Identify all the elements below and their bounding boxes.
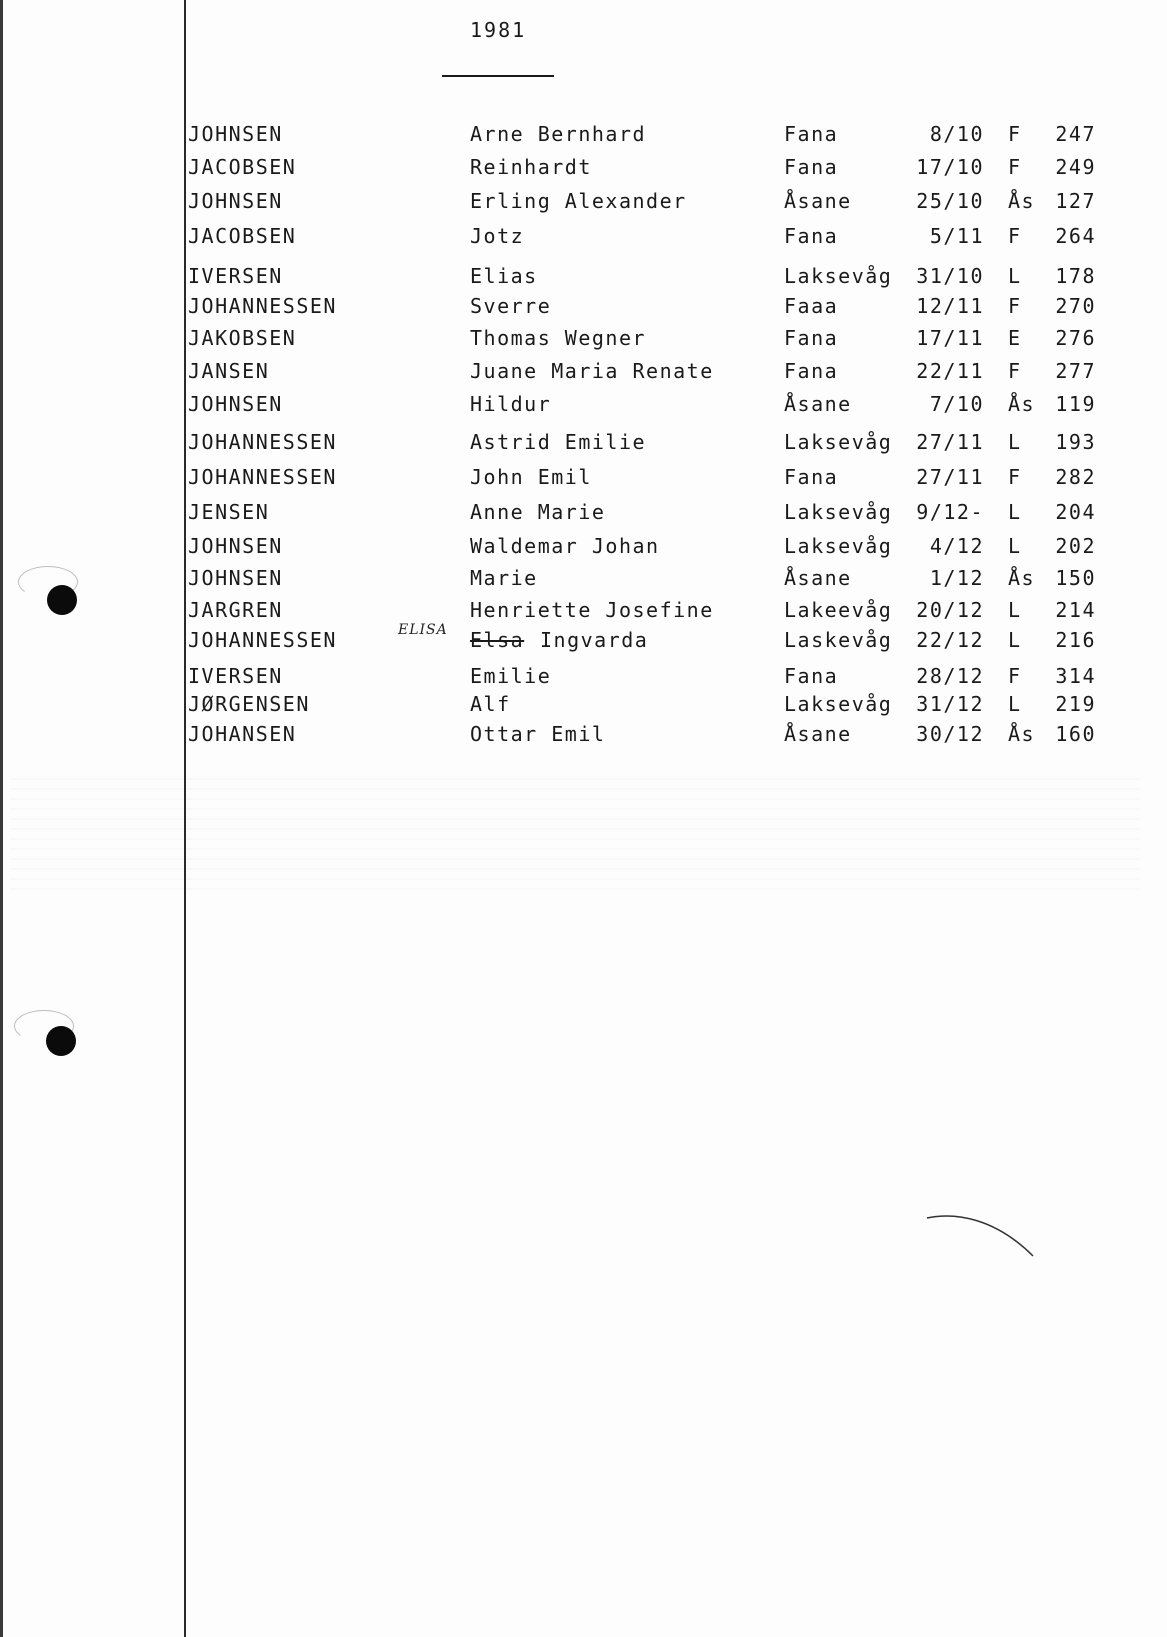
record-row — [0, 326, 1167, 356]
record-code: F — [1008, 465, 1022, 489]
page-year: 1981 — [470, 18, 527, 42]
record-number: 270 — [1055, 294, 1096, 318]
record-row — [0, 598, 1167, 628]
record-place: Fana — [784, 155, 839, 179]
record-date: 17/10 — [916, 155, 984, 179]
record-code: Ås — [1008, 722, 1036, 746]
record-given-name: Thomas Wegner — [470, 326, 647, 350]
record-given-name: Astrid Emilie — [470, 430, 647, 454]
record-date: 12/11 — [916, 294, 984, 318]
record-date: 4/12 — [929, 534, 984, 558]
record-row — [0, 189, 1167, 219]
record-code: L — [1008, 628, 1022, 652]
record-given-name: Elias — [470, 264, 538, 288]
record-date: 30/12 — [916, 722, 984, 746]
record-code: F — [1008, 359, 1022, 383]
record-given-name: Hildur — [470, 392, 552, 416]
record-given-name: Jotz — [470, 224, 525, 248]
record-row — [0, 430, 1167, 460]
record-date: 7/10 — [929, 392, 984, 416]
record-given-name: Henriette Josefine — [470, 598, 714, 622]
record-code: F — [1008, 664, 1022, 688]
record-code: F — [1008, 155, 1022, 179]
record-code: L — [1008, 534, 1022, 558]
scan-artifact — [10, 770, 1140, 890]
punch-hole-bottom — [46, 1026, 76, 1056]
record-row — [0, 566, 1167, 596]
record-place: Laksevåg — [784, 692, 893, 716]
record-given-name: Marie — [470, 566, 538, 590]
record-row — [0, 264, 1167, 294]
record-place: Laksevåg — [784, 500, 893, 524]
record-date: 25/10 — [916, 189, 984, 213]
record-code: Ås — [1008, 566, 1036, 590]
record-surname: JOHANSEN — [188, 722, 297, 746]
record-code: F — [1008, 224, 1022, 248]
record-place: Fana — [784, 224, 839, 248]
record-row — [0, 359, 1167, 389]
record-date: 28/12 — [916, 664, 984, 688]
record-surname: JOHANNESSEN — [188, 430, 337, 454]
record-row — [0, 622, 1167, 658]
record-date: 22/12 — [916, 628, 984, 652]
pen-mark — [925, 1212, 1037, 1262]
record-surname: JARGREN — [188, 598, 283, 622]
record-place: Fana — [784, 465, 839, 489]
record-surname: JOHNSEN — [188, 534, 283, 558]
record-number: 314 — [1055, 664, 1096, 688]
year-underline — [442, 75, 554, 77]
record-surname: JOHANNESSEN — [188, 465, 337, 489]
record-given-name: Erling Alexander — [470, 189, 687, 213]
record-place: Fana — [784, 122, 839, 146]
record-code: L — [1008, 500, 1022, 524]
record-number: 127 — [1055, 189, 1096, 213]
record-place: Fana — [784, 326, 839, 350]
record-place: Laksevåg — [784, 430, 893, 454]
record-row — [0, 500, 1167, 530]
record-number: 214 — [1055, 598, 1096, 622]
handwritten-annotation: ELISA — [398, 622, 448, 638]
record-date: 17/11 — [916, 326, 984, 350]
record-given-name: Ottar Emil — [470, 722, 606, 746]
record-number: 282 — [1055, 465, 1096, 489]
record-place: Åsane — [784, 392, 852, 416]
record-number: 247 — [1055, 122, 1096, 146]
record-surname: IVERSEN — [188, 664, 283, 688]
record-number: 216 — [1055, 628, 1096, 652]
record-surname: JENSEN — [188, 500, 270, 524]
record-surname: JOHNSEN — [188, 392, 283, 416]
record-given-name: Juane Maria Renate — [470, 359, 714, 383]
record-row — [0, 534, 1167, 564]
record-date: 8/10 — [929, 122, 984, 146]
record-date: 27/11 — [916, 465, 984, 489]
record-place: Lakeevåg — [784, 598, 893, 622]
record-surname: IVERSEN — [188, 264, 283, 288]
record-row — [0, 294, 1167, 324]
record-surname: JOHNSEN — [188, 189, 283, 213]
record-given-name: Sverre — [470, 294, 552, 318]
record-date: 31/12 — [916, 692, 984, 716]
record-given-name: Anne Marie — [470, 500, 606, 524]
record-date: 27/11 — [916, 430, 984, 454]
record-given-name: Alf — [470, 692, 511, 716]
record-code: F — [1008, 122, 1022, 146]
record-number: 219 — [1055, 692, 1096, 716]
record-surname: JOHNSEN — [188, 122, 283, 146]
record-number: 150 — [1055, 566, 1096, 590]
record-number: 178 — [1055, 264, 1096, 288]
record-row — [0, 155, 1167, 185]
record-place: Åsane — [784, 566, 852, 590]
record-code: F — [1008, 294, 1022, 318]
record-row — [0, 392, 1167, 422]
record-place: Fana — [784, 359, 839, 383]
record-surname: JANSEN — [188, 359, 270, 383]
record-number: 264 — [1055, 224, 1096, 248]
record-place: Laksevåg — [784, 264, 893, 288]
record-place: Faaa — [784, 294, 839, 318]
record-number: 204 — [1055, 500, 1096, 524]
record-code: Ås — [1008, 189, 1036, 213]
record-row — [0, 224, 1167, 254]
record-date: 20/12 — [916, 598, 984, 622]
record-number: 160 — [1055, 722, 1096, 746]
record-number: 202 — [1055, 534, 1096, 558]
record-surname: JOHANNESSEN — [188, 294, 337, 318]
record-place: Fana — [784, 664, 839, 688]
record-date: 31/10 — [916, 264, 984, 288]
record-given-name: John Emil — [470, 465, 592, 489]
record-number: 276 — [1055, 326, 1096, 350]
record-code: L — [1008, 264, 1022, 288]
record-given-name: Emilie — [470, 664, 552, 688]
record-surname: JAKOBSEN — [188, 326, 297, 350]
record-date: 1/12 — [929, 566, 984, 590]
record-number: 277 — [1055, 359, 1096, 383]
struck-given-name: Elsa — [470, 628, 525, 652]
record-number: 119 — [1055, 392, 1096, 416]
record-date: 5/11 — [929, 224, 984, 248]
record-place: Åsane — [784, 722, 852, 746]
record-surname: JØRGENSEN — [188, 692, 310, 716]
record-given-name: Ingvarda — [540, 628, 649, 652]
record-place: Laksevåg — [784, 534, 893, 558]
record-surname: JOHANNESSEN — [188, 628, 337, 652]
record-code: E — [1008, 326, 1022, 350]
record-given-name: Reinhardt — [470, 155, 592, 179]
record-date: 9/12- — [916, 500, 984, 524]
record-row — [0, 122, 1167, 152]
record-code: Ås — [1008, 392, 1036, 416]
record-number: 249 — [1055, 155, 1096, 179]
record-given-name: Arne Bernhard — [470, 122, 647, 146]
record-given-name: Waldemar Johan — [470, 534, 660, 558]
record-row — [0, 664, 1167, 694]
record-surname: JOHNSEN — [188, 566, 283, 590]
record-surname: JACOBSEN — [188, 155, 297, 179]
record-place: Laskevåg — [784, 628, 893, 652]
record-row — [0, 692, 1167, 722]
record-code: L — [1008, 598, 1022, 622]
record-number: 193 — [1055, 430, 1096, 454]
record-date: 22/11 — [916, 359, 984, 383]
record-place: Åsane — [784, 189, 852, 213]
record-surname: JACOBSEN — [188, 224, 297, 248]
record-code: L — [1008, 692, 1022, 716]
record-code: L — [1008, 430, 1022, 454]
record-row — [0, 722, 1167, 752]
record-row — [0, 465, 1167, 495]
